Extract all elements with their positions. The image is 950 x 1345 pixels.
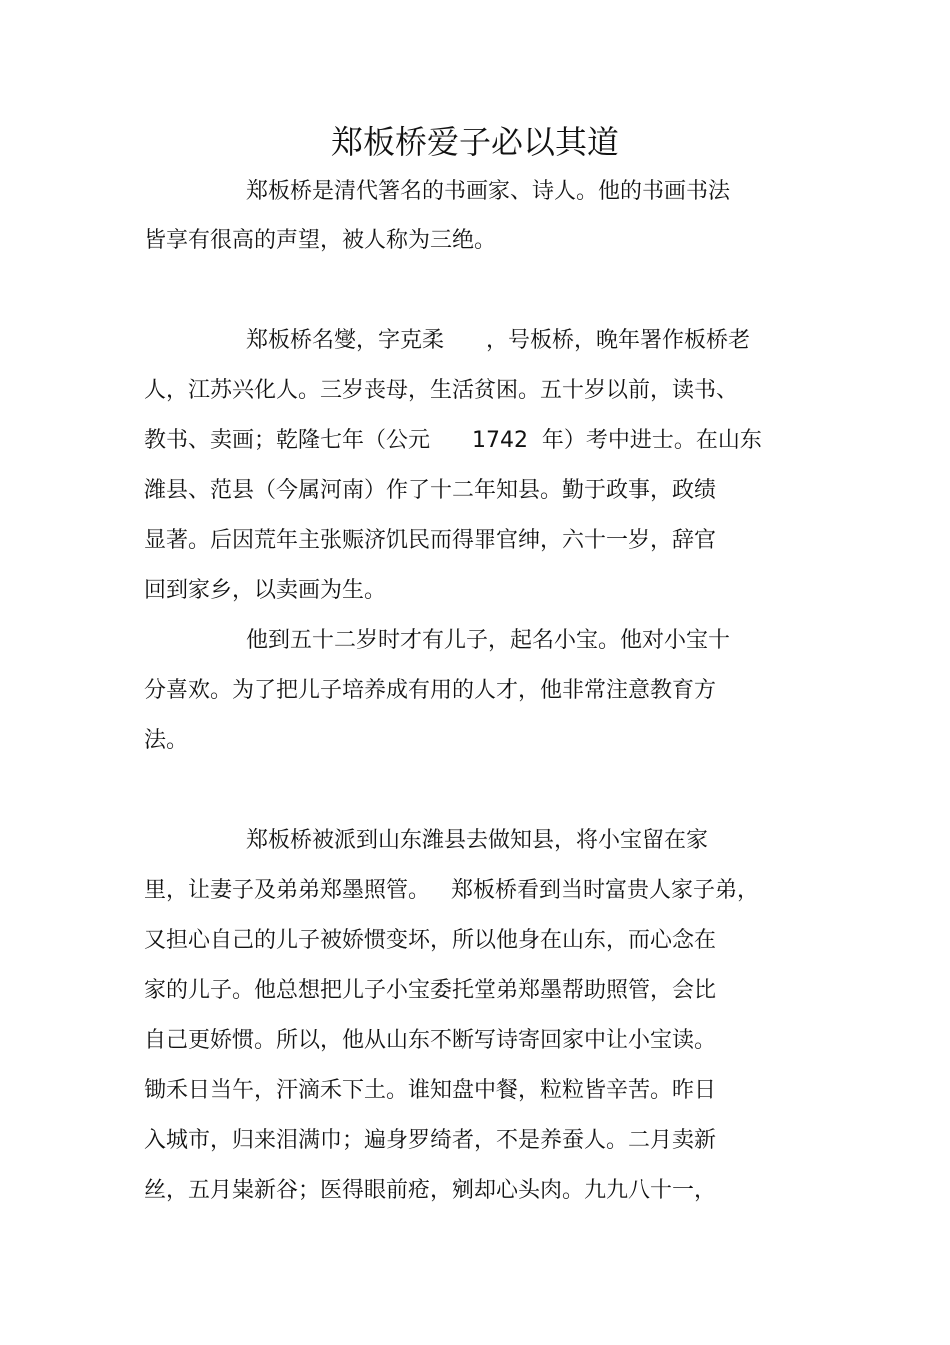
paragraph-4-line-2: 里，让妻子及弟弟郑墨照管。 郑板桥看到当时富贵人家子弟， <box>144 878 759 903</box>
paragraph-2-line-2: 人，江苏兴化人。三岁丧母，生活贫困。五十岁以前，读书、 <box>144 378 739 403</box>
paragraph-4-line-7: 入城市，归来泪满巾；遍身罗绮者，不是养蚕人。二月卖新 <box>144 1128 717 1153</box>
paragraph-1-line-2: 皆享有很高的声望，被人称为三绝。 <box>144 228 497 253</box>
paragraph-4-line-8: 丝，五月粜新谷；医得眼前疮，剜却心头肉。九九八十一， <box>144 1178 717 1203</box>
paragraph-4-line-5: 自己更娇惯。所以，他从山东不断写诗寄回家中让小宝读。 <box>144 1028 717 1053</box>
paragraph-2-line-4: 潍县、范县（今属河南）作了十二年知县。勤于政事，政绩 <box>144 478 717 503</box>
paragraph-2-line-6: 回到家乡，以卖画为生。 <box>144 578 387 603</box>
paragraph-4-line-1: 郑板桥被派到山东潍县去做知县，将小宝留在家 <box>246 828 709 853</box>
paragraph-2-line-3: 教书、卖画；乾隆七年（公元 1742 年）考中进士。在山东 <box>144 428 762 453</box>
paragraph-3-line-1: 他到五十二岁时才有儿子，起名小宝。他对小宝十 <box>246 628 731 653</box>
paragraph-4-line-6: 锄禾日当午，汗滴禾下土。谁知盘中餐，粒粒皆辛苦。昨日 <box>144 1078 717 1103</box>
document-title: 郑板桥爱子必以其道 <box>330 123 619 161</box>
paragraph-4-line-3: 又担心自己的儿子被娇惯变坏，所以他身在山东，而心念在 <box>144 928 717 953</box>
paragraph-2-line-5: 显著。后因荒年主张赈济饥民而得罪官绅，六十一岁，辞官 <box>144 528 717 553</box>
paragraph-1-line-1: 郑板桥是清代箸名的书画家、诗人。他的书画书法 <box>246 179 731 204</box>
paragraph-3-line-2: 分喜欢。为了把儿子培养成有用的人才，他非常注意教育方 <box>144 678 717 703</box>
paragraph-3-line-3: 法。 <box>144 728 189 753</box>
paragraph-4-line-4: 家的儿子。他总想把儿子小宝委托堂弟郑墨帮助照管，会比 <box>144 978 717 1003</box>
paragraph-2-line-1: 郑板桥名燮，字克柔 ，号板桥，晚年署作板桥老 <box>246 328 750 353</box>
